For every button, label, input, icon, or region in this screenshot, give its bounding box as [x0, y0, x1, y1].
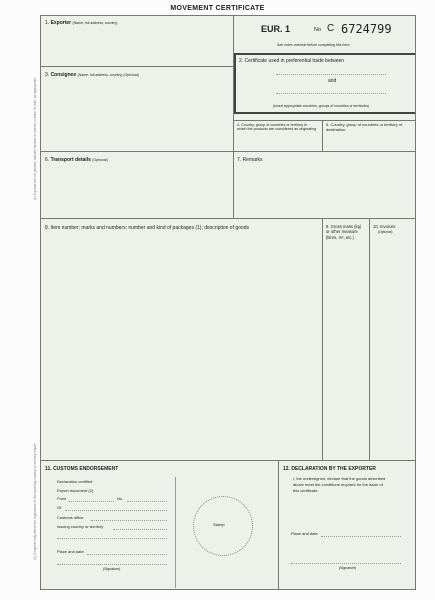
box-exporter-declaration[interactable] — [279, 461, 415, 589]
certificate-header-box — [234, 16, 415, 53]
form-code: EUR. 1 — [261, 24, 291, 34]
box-invoices[interactable] — [370, 219, 415, 461]
consignee-hint: (Name, full address, country) (Optional) — [77, 73, 139, 77]
exporter-label: Exporter — [50, 20, 72, 26]
and-label: and — [328, 78, 337, 84]
remarks-label: 7. Remarks — [237, 157, 263, 163]
exporter-signature-label: (Signature) — [339, 566, 357, 570]
countries-hint: (Insert appropriate countries, groups of countries or territories) — [273, 104, 370, 108]
box-origin-country[interactable] — [234, 120, 323, 152]
box-destination[interactable] — [323, 120, 415, 152]
gross-mass-label: 9. Gross mass (kg) or other measure (litres, m³, etc.) — [326, 224, 362, 240]
place-date-label: Place and date — [57, 549, 84, 554]
exporter-declaration-text: I, the undersigned, declare that the goods described above meet the conditions required for the issue of this certificate. — [293, 476, 386, 493]
transport-label: Transport details — [50, 157, 91, 163]
box-preferential-trade[interactable] — [234, 53, 415, 114]
customs-endorsement-title: 11. CUSTOMS ENDORSEMENT — [45, 466, 119, 472]
box-number: 3. — [45, 72, 50, 78]
box-exporter[interactable] — [41, 16, 234, 67]
box-gross-mass[interactable] — [323, 219, 370, 461]
side-note-regulations: (2) Complete only where the regulations of the exporting country or territory require — [33, 443, 37, 560]
declaration-certified-label: Declaration certified — [57, 479, 93, 484]
box-goods-description[interactable] — [41, 219, 323, 461]
number-label: No — [314, 27, 322, 33]
consignee-label: Consignee — [50, 72, 77, 78]
series-letter: C — [327, 23, 335, 34]
box-number: 1. — [45, 20, 50, 26]
side-note-packaging: (1) If goods are not packed, indicate number of articles or state "in bulk" as appropriate — [33, 77, 37, 200]
goods-description-label: 8. Item number; marks and numbers; number and kind of packages (1); description of goods — [45, 225, 249, 231]
form-label: Form — [57, 496, 67, 501]
stamp-label: Stamp — [213, 522, 225, 527]
customs-office-label: Customs office — [57, 515, 84, 520]
preferential-trade-label: 2. Certificate used in preferential trade between — [239, 58, 345, 64]
movement-certificate-form — [40, 15, 416, 590]
issuing-country-label: Issuing country or territory — [57, 524, 104, 529]
customs-signature-label: (Signature) — [103, 567, 121, 571]
invoices-hint: (Optional) — [378, 230, 393, 234]
box-number: 6. — [45, 157, 50, 163]
export-document-label: Export document (2) — [57, 488, 94, 493]
exporter-hint: (Name, full address, country) — [72, 21, 118, 25]
box-consignee[interactable] — [41, 67, 234, 152]
exporter-place-date-label: Place and date — [291, 531, 318, 536]
box-customs-endorsement[interactable] — [41, 461, 279, 589]
origin-country-label: 4. Country, group of countries or territory in which the products are considered as originating — [237, 123, 317, 132]
completion-note: See notes overleaf before completing this form. — [277, 43, 351, 47]
of-label: Of — [57, 505, 62, 510]
transport-hint: (Optional) — [92, 158, 108, 162]
exporter-declaration-title: 12. DECLARATION BY THE EXPORTER — [283, 466, 376, 472]
certificate-title: MOVEMENT CERTIFICATE — [170, 5, 265, 12]
no-label: No. — [117, 496, 124, 501]
box-remarks[interactable] — [234, 152, 415, 219]
destination-label: 5. Country, group of countries or territory of destination — [326, 122, 403, 132]
certificate-number: 6724799 — [341, 22, 392, 36]
invoices-label: 10. Invoices — [373, 224, 396, 229]
box-transport-details[interactable] — [41, 152, 234, 219]
